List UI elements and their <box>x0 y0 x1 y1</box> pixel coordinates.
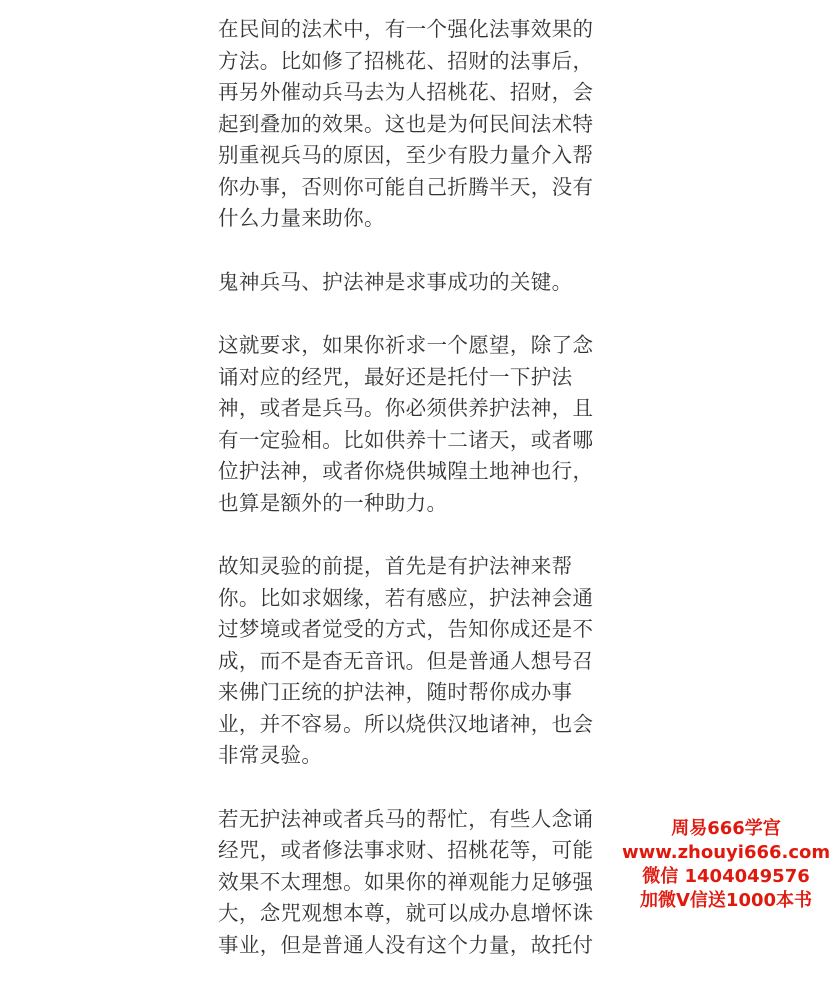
paragraph-2 <box>218 267 598 299</box>
paragraph-1 <box>218 14 598 235</box>
text-line: 这就要求，如果你祈求一个愿望，除了念 <box>218 333 594 357</box>
text-line: 在民间的法术中，有一个强化法事效果的 <box>218 17 594 41</box>
text-line: 神，或者是兵马。你必须供养护法神，且 <box>218 396 594 420</box>
text-line: 什么力量来助你。 <box>218 206 385 230</box>
text-line: 再另外催动兵马去为人招桃花、招财，会 <box>218 80 594 104</box>
watermark-title: 周易666学宫 <box>671 818 781 839</box>
text-line: 经咒，或者修法事求财、招桃花等，可能 <box>218 838 594 862</box>
article-body <box>218 14 598 993</box>
text-line: 起到叠加的效果。这也是为何民间法术特 <box>218 111 594 136</box>
paragraph-4 <box>218 551 598 772</box>
text-line: 你。比如求姻缘，若有感应，护法神会通 <box>218 585 594 610</box>
paragraph-3 <box>218 330 598 519</box>
text-line: 也算是额外的一种助力。 <box>218 490 448 515</box>
text-line: 方法。比如修了招桃花、招财的法事后， <box>218 48 594 73</box>
text-line: 业，并不容易。所以烧供汉地诸神，也会 <box>218 711 594 736</box>
text-line: 过梦境或者觉受的方式，告知你成还是不 <box>218 617 594 641</box>
text-line: 诵对应的经咒，最好还是托付一下护法 <box>218 364 573 389</box>
text-line: 效果不太理想。如果你的禅观能力足够强 <box>218 869 594 894</box>
watermark-url: www.zhouyi666.com <box>622 842 830 863</box>
text-line: 你办事，否则你可能自己折腾半天，没有 <box>218 174 594 199</box>
text-line: 成，而不是杳无音讯。但是普通人想号召 <box>218 648 594 673</box>
text-line: 别重视兵马的原因，至少有股力量介入帮 <box>218 143 594 167</box>
text-line: 鬼神兵马、护法神是求事成功的关键。 <box>218 269 573 294</box>
text-line: 有一定验相。比如供养十二诸天，或者哪 <box>218 427 594 452</box>
text-line: 故知灵验的前提，首先是有护法神来帮 <box>218 554 573 578</box>
paragraph-5 <box>218 804 598 962</box>
text-line: 事业，但是普通人没有这个力量，故托付 <box>218 932 594 957</box>
text-line: 非常灵验。 <box>218 743 323 767</box>
watermark <box>622 817 830 913</box>
text-line: 若无护法神或者兵马的帮忙，有些人念诵 <box>218 806 594 831</box>
watermark-wechat: 微信 1404049576 <box>642 866 810 887</box>
text-line: 来佛门正统的护法神，随时帮你成办事 <box>218 680 573 704</box>
text-line: 大，念咒观想本尊，就可以成办息增怀诛 <box>218 901 594 925</box>
text-line: 位护法神，或者你烧供城隍土地神也行， <box>218 459 594 483</box>
watermark-promo: 加微V信送1000本书 <box>639 890 813 911</box>
